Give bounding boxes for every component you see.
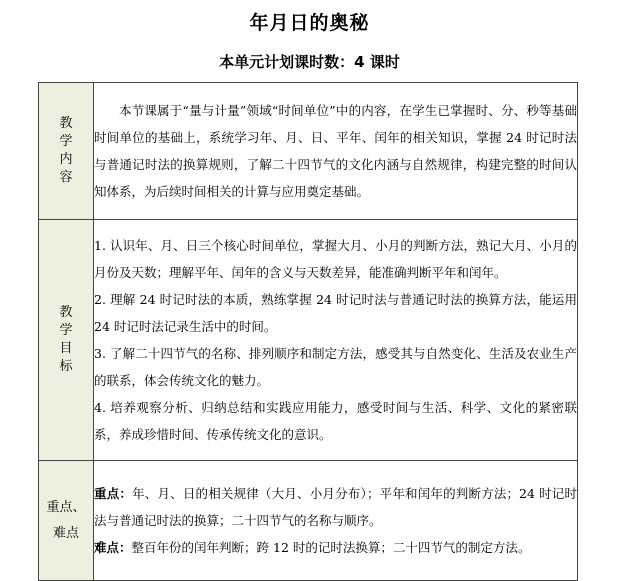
- row-label-line-1: 重点、: [46, 499, 86, 515]
- key-points-paragraph: [94, 480, 577, 534]
- row-label-text: 教学目标: [59, 305, 73, 374]
- table-row-key-points: [39, 461, 578, 581]
- lesson-plan-table: [38, 82, 578, 581]
- objective-item-1: 1. 认识年、月、日三个核心时间单位，掌握大月、小月的判断方法，熟记大月、小月的月份及天数；理解平年、闰年的含义与天数差异，能准确判断平年和闰年。: [94, 238, 577, 280]
- difficult-points-paragraph: [94, 534, 577, 561]
- objective-item-4: 4. 培养观察分析、归纳总结和实践应用能力，感受时间与生活、科学、文化的紧密联系，养成珍惜时间、传承传统文化的意识。: [94, 400, 577, 442]
- row-label-text: 教学内容: [59, 116, 73, 185]
- key-difficult-points-cell: [94, 461, 578, 581]
- difficult-points-text: 整百年份的闰年判断；跨 12 时的记时法换算；二十四节气的制定方法。: [131, 540, 531, 555]
- teaching-content-paragraph: 本节课属于“量与计量”领域“时间单位”中的内容，在学生已掌握时、分、秒等基础时间单位的基础上，系统学习年、月、日、平年、闰年的相关知识，掌握 24 时记时法与普通记时法的换算规则，了解二十四节气的文化内涵与自然规律，构建完整的时间认知体系，为后续时间相关的计算与应用奠定基础。: [94, 103, 577, 199]
- key-points-text: 年、月、日的相关规律（大月、小月分布）；平年和闰年的判断方法；24 时记时法与普通记时法的换算；二十四节气的名称与顺序。: [94, 486, 577, 528]
- objective-item-3: 3. 了解二十四节气的名称、排列顺序和制定方法，感受其与自然变化、生活及农业生产的联系，体会传统文化的魅力。: [94, 346, 577, 388]
- difficult-points-label: 难点：: [94, 540, 132, 555]
- row-label-teaching-objectives: [39, 220, 94, 461]
- table-row-content: [39, 83, 578, 220]
- teaching-objectives-cell: [94, 220, 578, 461]
- page-subtitle: 本单元计划课时数：4 课时: [219, 53, 400, 71]
- page-title: 年月日的奥秘: [249, 12, 370, 34]
- row-label-key-difficult-points: [39, 461, 94, 581]
- row-label-line-2: 难点: [52, 525, 79, 541]
- row-label-teaching-content: [39, 83, 94, 220]
- key-points-label: 重点：: [94, 486, 133, 501]
- table-row-objectives: [39, 220, 578, 461]
- teaching-content-cell: [94, 83, 578, 220]
- objective-item-2: 2. 理解 24 时记时法的本质，熟练掌握 24 时记时法与普通记时法的换算方法，能运用 24 时记时法记录生活中的时间。: [94, 292, 577, 334]
